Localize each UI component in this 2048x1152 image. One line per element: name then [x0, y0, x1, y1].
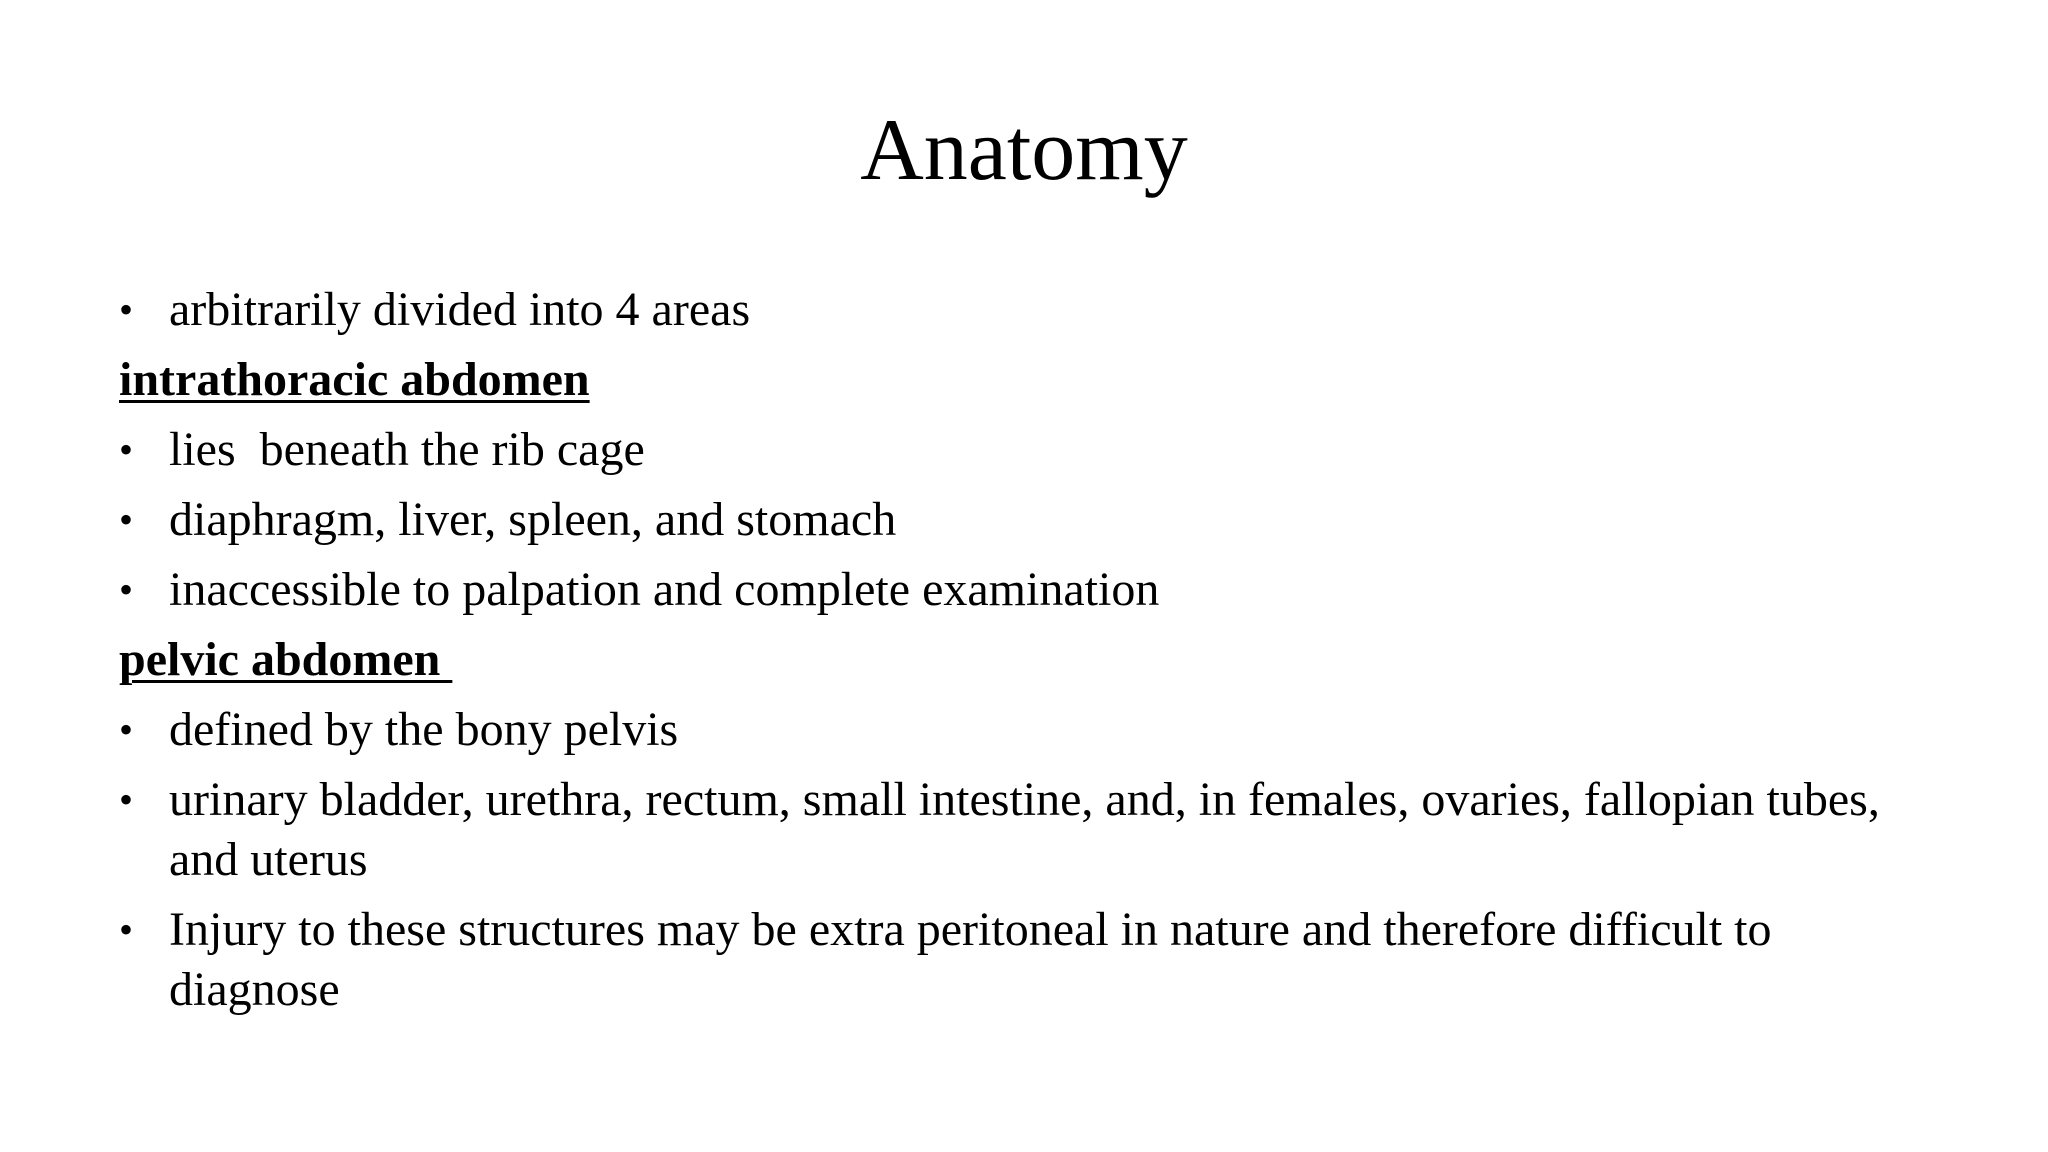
slide-body [119, 280, 1919, 1030]
bullet-icon: • [119, 777, 134, 822]
bullet-item-rib-cage [119, 420, 1919, 480]
bullet-item-areas [119, 280, 1919, 340]
slide-title: Anatomy [860, 102, 1188, 199]
bullet-icon: • [119, 287, 134, 332]
bullet-text: lies beneath the rib cage [169, 423, 645, 476]
bullet-text: Injury to these structures may be extra peritoneal in nature and therefore difficult to diagnose [169, 903, 1772, 1016]
bullet-text: diaphragm, liver, spleen, and stomach [169, 493, 897, 546]
section-heading-pelvic: pelvic abdomen [119, 633, 453, 686]
bullet-icon: • [119, 707, 134, 752]
bullet-text: urinary bladder, urethra, rectum, small intestine, and, in females, ovaries, fallopian tubes, and uterus [169, 773, 1880, 886]
bullet-item-inaccessible [119, 560, 1919, 620]
bullet-item-organs-pelvic [119, 770, 1949, 890]
bullet-text: arbitrarily divided into 4 areas [169, 283, 751, 336]
bullet-icon: • [119, 567, 134, 612]
bullet-item-organs-upper [119, 490, 1919, 550]
bullet-icon: • [119, 907, 134, 952]
bullet-icon: • [119, 497, 134, 542]
bullet-item-bony-pelvis [119, 700, 1919, 760]
section-heading-intrathoracic: intrathoracic abdomen [119, 353, 590, 406]
bullet-text: inaccessible to palpation and complete examination [169, 563, 1160, 616]
bullet-icon: • [119, 427, 134, 472]
bullet-item-injury [119, 900, 1949, 1020]
bullet-text: defined by the bony pelvis [169, 703, 679, 756]
